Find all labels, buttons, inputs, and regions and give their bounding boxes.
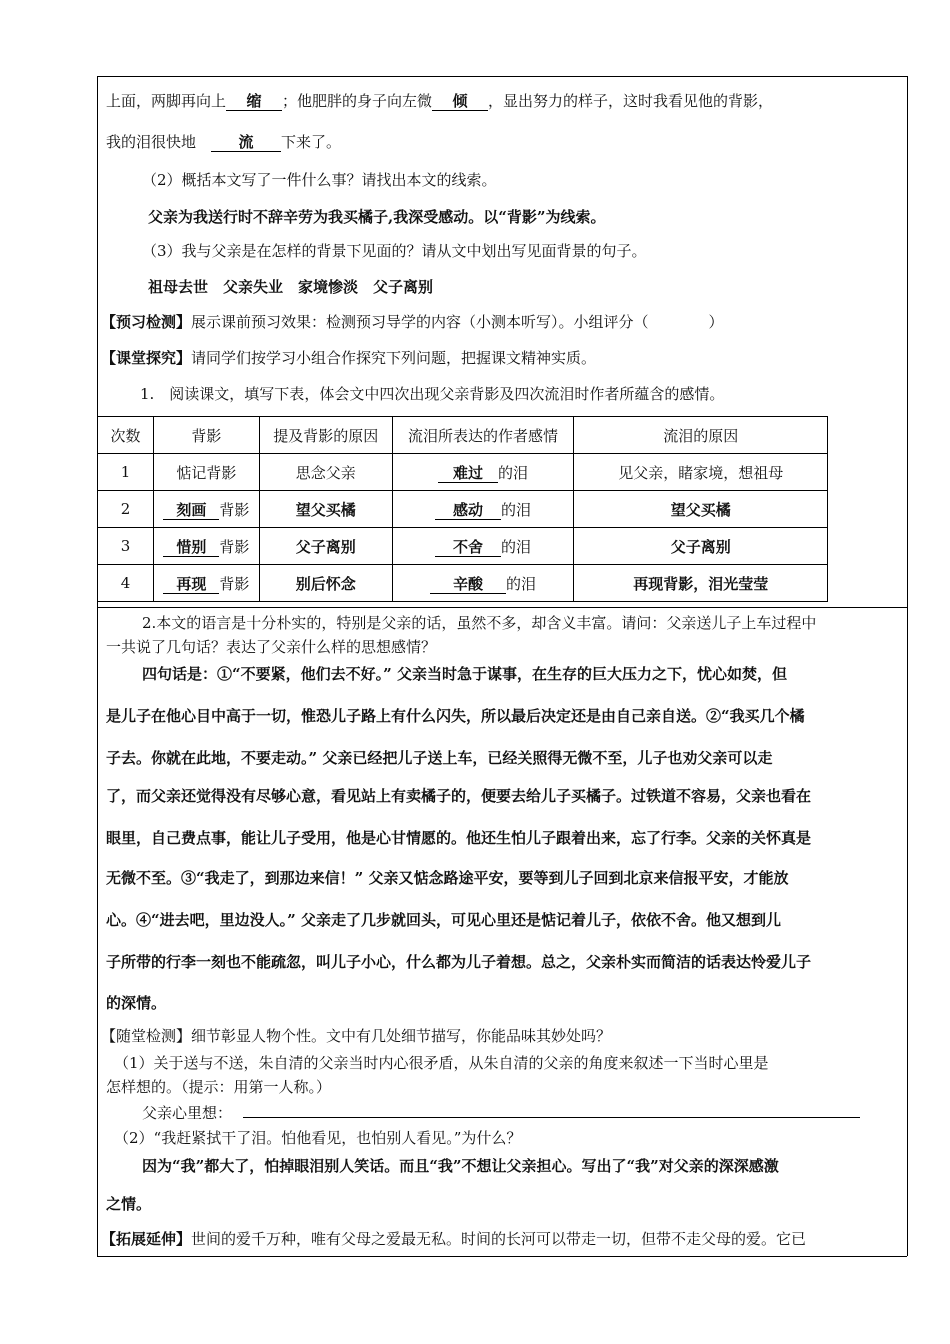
- bottom-border: [97, 1256, 907, 1257]
- preview-check: 【预习检测】展示课前预习效果：检测预习导学的内容（小测本听写）。小组评分（ ）: [101, 313, 724, 331]
- fill-line-2: 我的泪很快地 流 下来了。: [106, 133, 342, 151]
- task-1: 1. 阅读课文，填写下表，体会文中四次出现父亲背影及四次流泪时作者所蕴含的感情。: [140, 385, 725, 403]
- question-2: （2）概括本文写了一件什么事？请找出本文的线索。: [142, 171, 497, 189]
- preview-label: 【预习检测】: [101, 313, 192, 331]
- check-label: 【随堂检测】: [101, 1027, 192, 1045]
- table-header: 次数: [98, 417, 154, 454]
- fill-line-1: 上面，两脚再向上 缩 ；他肥胖的身子向左微 倾 ，显出努力的样子，这时我看见他的背影，: [106, 92, 774, 110]
- table-row: 4 再现 背影 别后怀念 辛酸 的泪 再现背影，泪光莹莹: [98, 565, 828, 602]
- check-answer-2: 之情。: [106, 1195, 152, 1213]
- answer-paragraph-line: 子去。你就在此地，不要走动。” 父亲已经把儿子送上车，已经关照得无微不至，儿子也劝父亲可以走: [106, 749, 773, 767]
- extension: 【拓展延伸】世间的爱千万种，唯有父母之爱最无私。时间的长河可以带走一切，但带不走父母的爱。它已: [101, 1230, 807, 1248]
- table-row: 1 惦记背影 思念父亲 难过 的泪 见父亲，睹家境，想祖母: [98, 454, 828, 491]
- question-3: （3）我与父亲是在怎样的背景下见面的？请从文中划出写见面背景的句子。: [142, 242, 647, 260]
- section-divider: [97, 607, 907, 608]
- table-header: 流泪所表达的作者感情: [392, 417, 574, 454]
- task-2-line: 2.本文的语言是十分朴实的，特别是父亲的话，虽然不多，却含义丰富。请问：父亲送儿子上车过程中: [142, 614, 817, 632]
- top-border: [97, 76, 907, 77]
- answer-paragraph-line: 心。④“进去吧，里边没人。” 父亲走了几步就回头，可见心里还是惦记着儿子，依依不舍。他又想到儿: [106, 911, 781, 929]
- extend-label: 【拓展延伸】: [101, 1230, 192, 1248]
- blank-suo: 缩: [226, 92, 282, 111]
- table-row: 2 刻画 背影 望父买橘 感动 的泪 望父买橘: [98, 491, 828, 528]
- check-question-1: 怎样想的。（提示：用第一人称。）: [106, 1078, 332, 1096]
- blank-qing: 倾: [432, 92, 488, 111]
- father-thought-input-line[interactable]: [243, 1117, 860, 1118]
- class-explore: 【课堂探究】请同学们按学习小组合作探究下列问题，把握课文精神实质。: [101, 349, 597, 367]
- answer-paragraph-line: 了，而父亲还觉得没有尽够心意，看见站上有卖橘子的，便要去给儿子买橘子。过铁道不容易，父亲也看在: [106, 787, 812, 805]
- answer-paragraph-line: 是儿子在他心目中高于一切，惟恐儿子路上有什么闪失，所以最后决定还是由自己亲自送。②“我买几个橘: [106, 707, 805, 725]
- answer-paragraph-line: 眼里，自己费点事，能让儿子受用，他是心甘情愿的。他还生怕儿子跟着出来，忘了行李。父亲的关怀真是: [106, 829, 812, 847]
- answer-paragraph-line: 的深情。: [106, 994, 167, 1012]
- answer-paragraph-line: 四句话是：①“不要紧，他们去不好。” 父亲当时急于谋事，在生存的巨大压力之下，忧心如焚，但: [142, 665, 787, 683]
- table-row: 3 惜别 背影 父子离别 不舍 的泪 父子离别: [98, 528, 828, 565]
- check-answer-2: 因为“我”都大了，怕掉眼泪别人笑话。而且“我”不想让父亲担心。写出了“我”对父亲的深深感激: [142, 1157, 779, 1175]
- in-class-check: 【随堂检测】细节彰显人物个性。文中有几处细节描写，你能品味其妙处吗？: [101, 1027, 612, 1045]
- table-header: 提及背影的原因: [259, 417, 392, 454]
- task-2-line: 一共说了几句话？表达了父亲什么样的思想感情？: [106, 638, 437, 656]
- answer-paragraph-line: 无微不至。③“我走了，到那边来信！” 父亲又惦念路途平安，要等到儿子回到北京来信报平安，才能放: [106, 869, 789, 887]
- father-thought-label: 父亲心里想：: [142, 1104, 233, 1122]
- answer-2: 父亲为我送行时不辞辛劳为我买橘子,我深受感动。以“背影”为线索。: [148, 208, 606, 226]
- answer-3: 祖母去世 父亲失业 家境惨淡 父子离别: [148, 278, 434, 296]
- table-header: 流泪的原因: [574, 417, 828, 454]
- table-header-row: [98, 417, 828, 454]
- blank-liu: 流: [211, 133, 281, 152]
- check-question-1: （1）关于送与不送，朱自清的父亲当时内心很矛盾，从朱自清的父亲的角度来叙述一下当时心里是: [114, 1054, 769, 1072]
- answer-paragraph-line: 子所带的行李一刻也不能疏忽，叫儿子小心，什么都为儿子着想。总之，父亲朴实而简洁的话表达怜爱儿子: [106, 953, 812, 971]
- explore-label: 【课堂探究】: [101, 349, 192, 367]
- emotion-table: [97, 416, 828, 602]
- table-header: 背影: [153, 417, 259, 454]
- check-question-2: （2）“我赶紧拭干了泪。怕他看见，也怕别人看见。”为什么？: [114, 1129, 522, 1147]
